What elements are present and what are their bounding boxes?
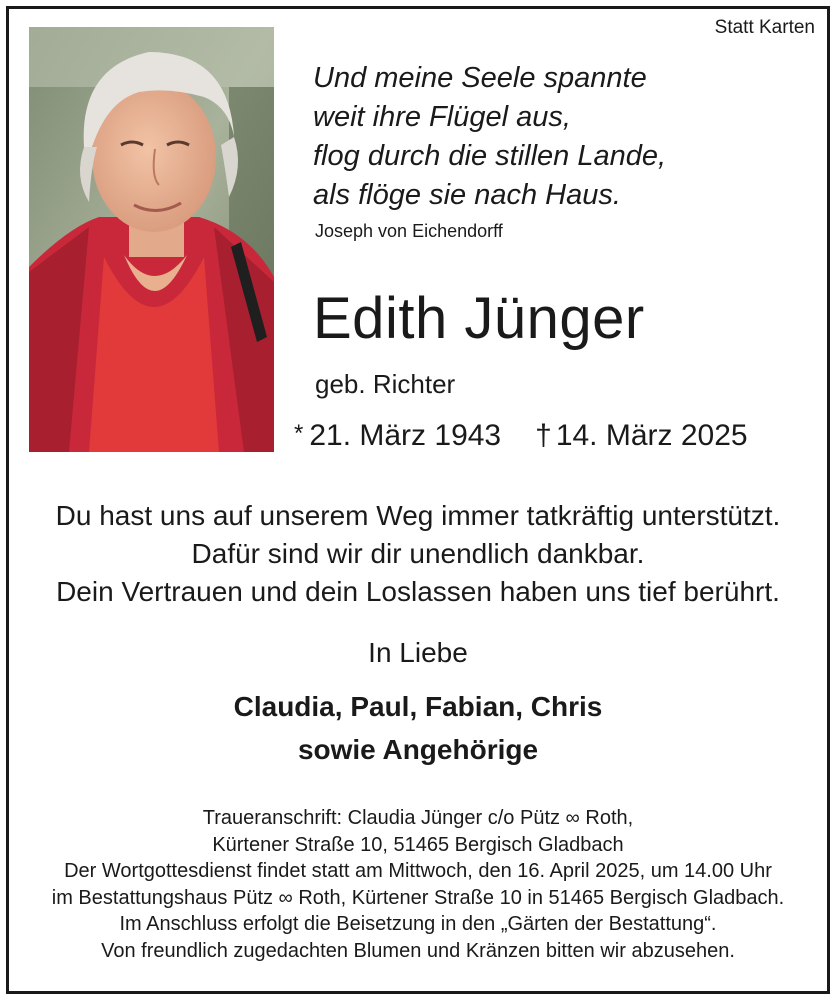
death-cross-icon: † xyxy=(535,419,552,452)
birth-star-icon: * xyxy=(294,420,304,447)
service-info xyxy=(9,805,827,964)
portrait-photo xyxy=(29,27,274,452)
poem-quote xyxy=(313,59,666,215)
poem-line: weit ihre Flügel aus, xyxy=(313,101,571,133)
birth-date: 21. März 1943 xyxy=(309,419,502,452)
mourners xyxy=(9,685,827,771)
info-line: Der Wortgottesdienst findet statt am Mittwoch, den 16. April 2025, um 14.00 Uhr xyxy=(64,860,772,882)
message-line: Du hast uns auf unserem Weg immer tatkräftig unterstützt. xyxy=(55,500,781,531)
message-line: Dein Vertrauen und dein Loslassen haben uns tief berührt. xyxy=(56,576,780,607)
deceased-name: Edith Jünger xyxy=(313,286,645,351)
relatives-label: sowie Angehörige xyxy=(297,734,539,765)
farewell-message xyxy=(9,497,827,611)
in-liebe-label: In Liebe xyxy=(368,637,468,668)
poem-line: Und meine Seele spannte xyxy=(313,62,647,94)
birth-name: geb. Richter xyxy=(315,369,456,399)
info-line: Traueranschrift: Claudia Jünger c/o Pütz ∞ Roth, xyxy=(202,807,634,829)
poem-line: flog durch die stillen Lande, xyxy=(313,140,667,172)
death-date: 14. März 2025 xyxy=(555,419,748,452)
poem-author: Joseph von Eichendorff xyxy=(315,221,503,241)
mourner-names: Claudia, Paul, Fabian, Chris xyxy=(233,691,603,722)
info-line: Kürtener Straße 10, 51465 Bergisch Gladbach xyxy=(212,833,624,856)
message-line: Dafür sind wir dir unendlich dankbar. xyxy=(191,538,645,569)
life-dates xyxy=(294,419,748,453)
poem-line: als flöge sie nach Haus. xyxy=(313,179,621,211)
info-line: im Bestattungshaus Pütz ∞ Roth, Kürtener Straße 10 in 51465 Bergisch Gladbach. xyxy=(51,886,785,909)
statt-karten-label: Statt Karten xyxy=(714,17,815,38)
obituary-frame xyxy=(6,6,830,994)
info-line: Von freundlich zugedachten Blumen und Kränzen bitten wir abzusehen. xyxy=(101,939,735,962)
info-line: Im Anschluss erfolgt die Beisetzung in den „Gärten der Bestattung“. xyxy=(119,913,717,935)
